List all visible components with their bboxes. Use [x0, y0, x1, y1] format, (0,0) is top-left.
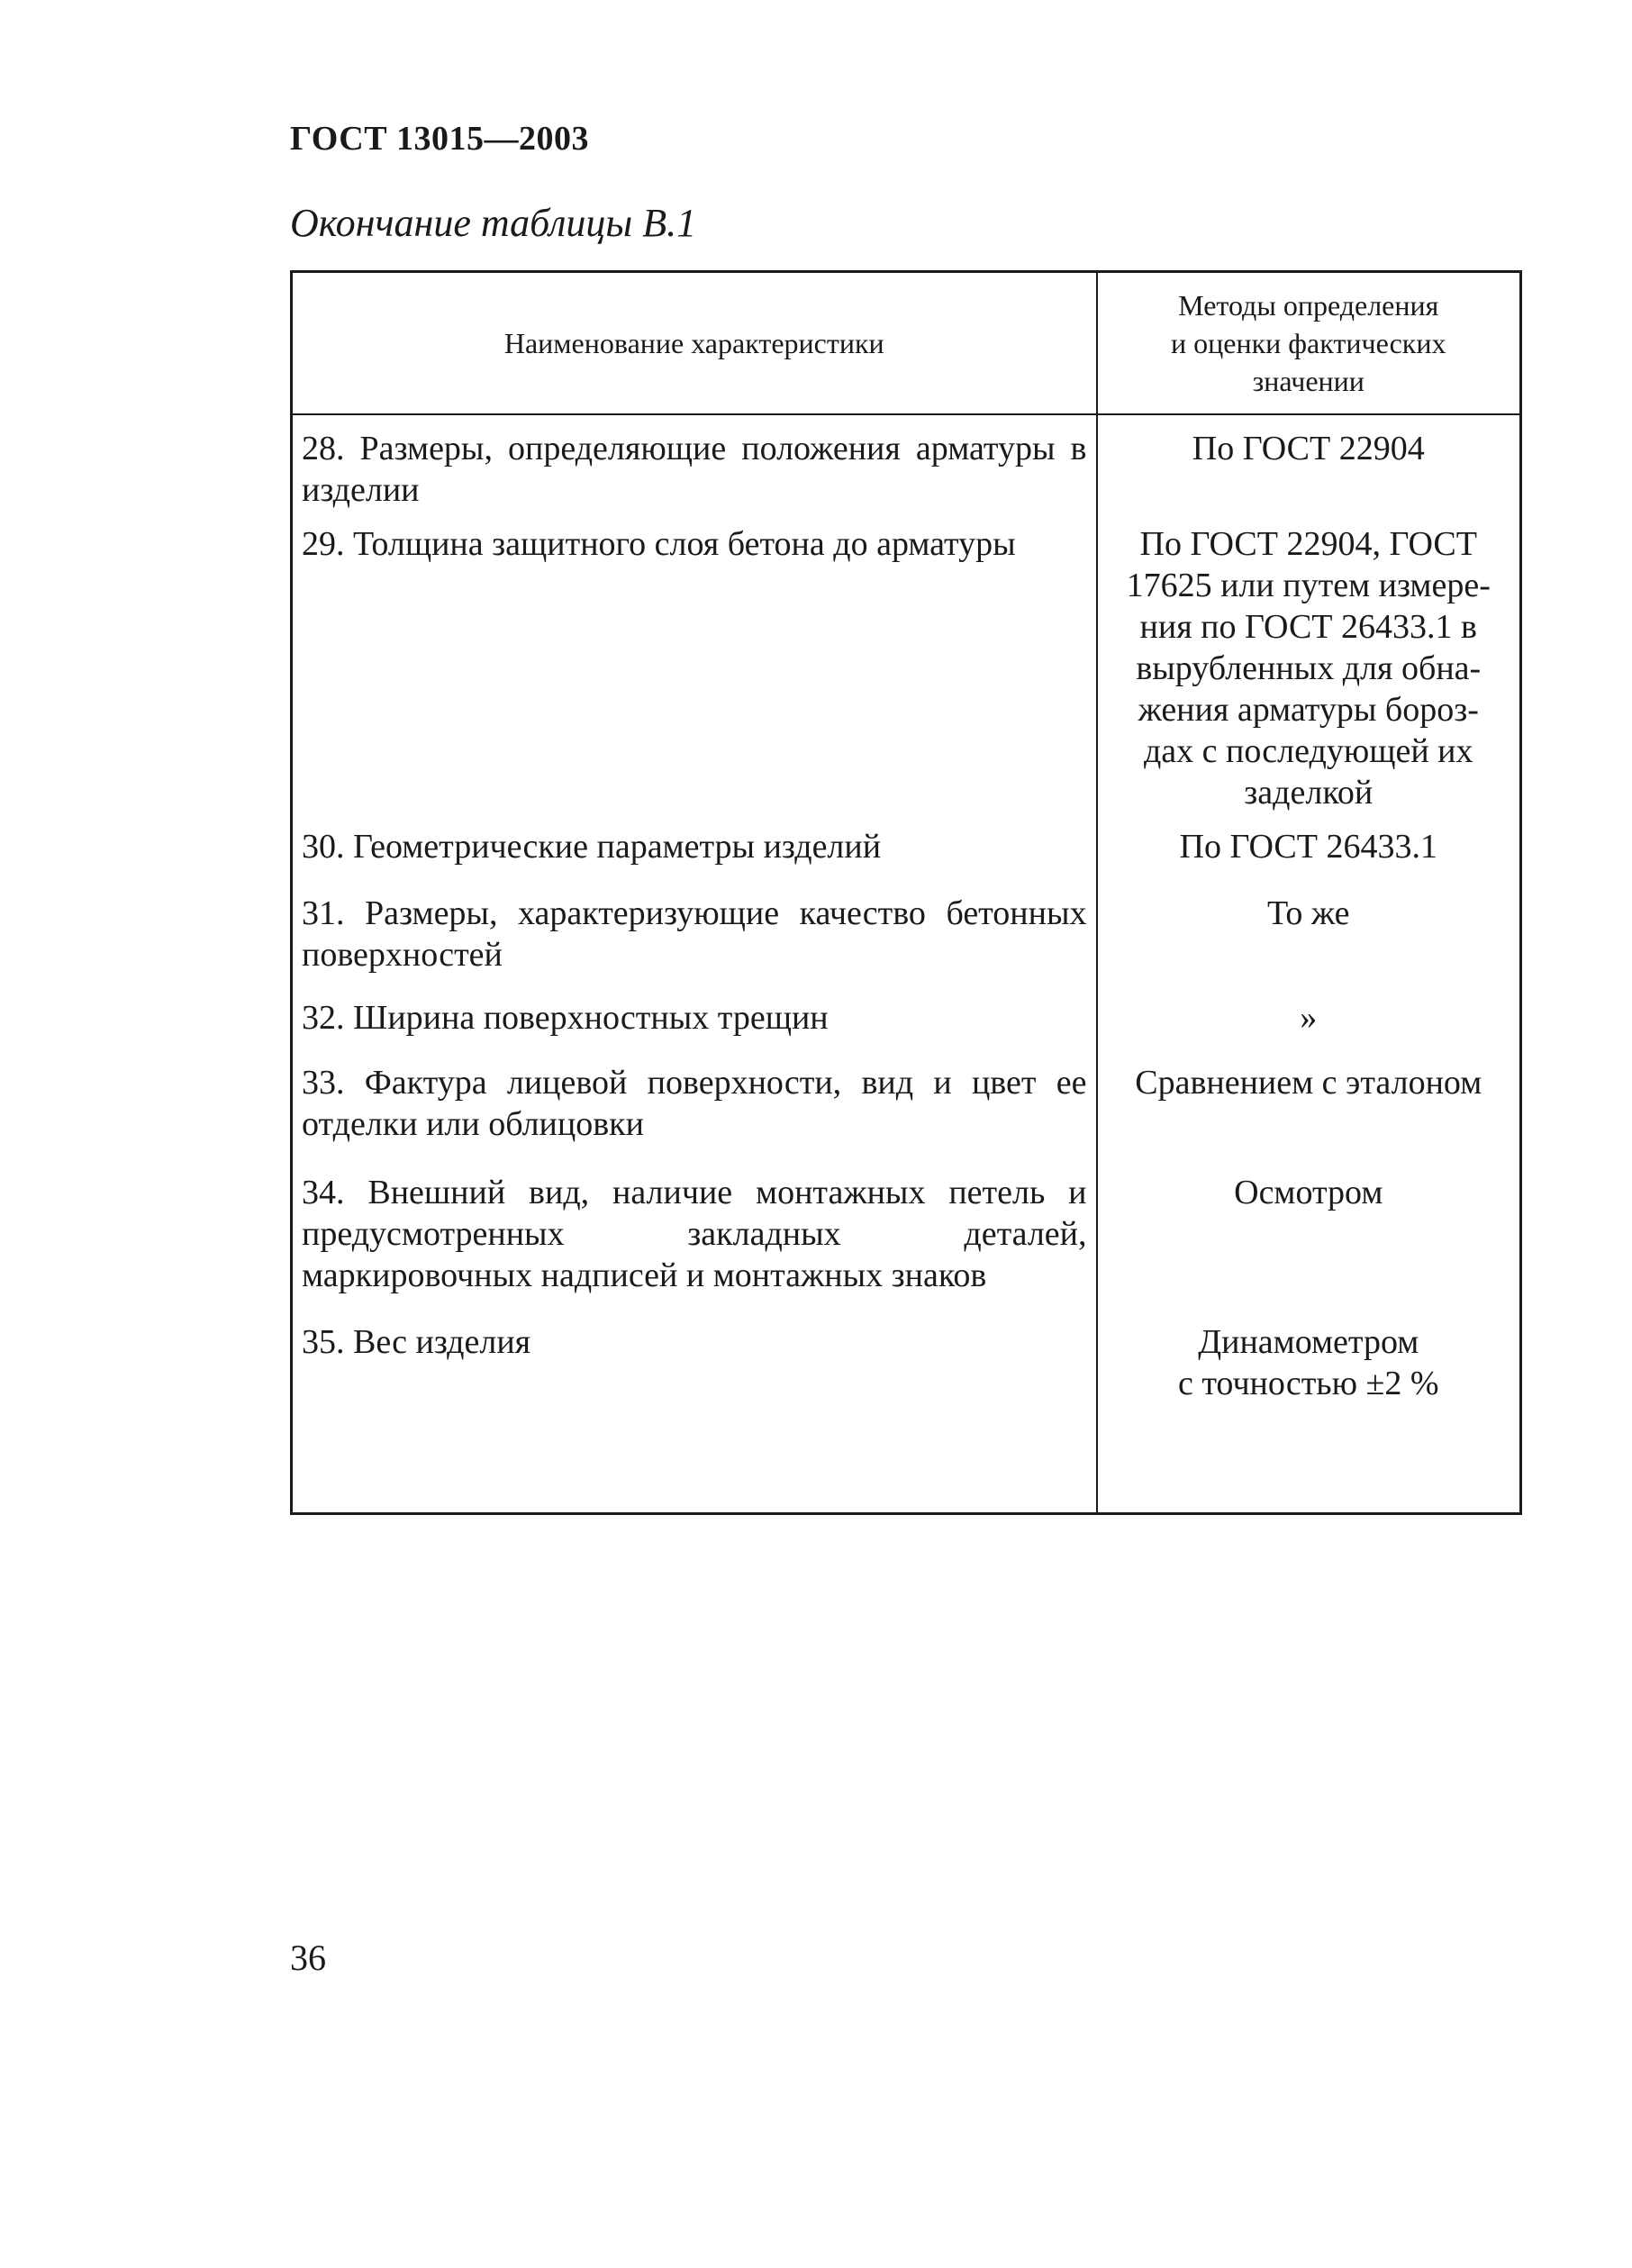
document-header: ГОСТ 13015—2003 — [290, 120, 590, 158]
table-header-row — [292, 272, 1521, 414]
method-cell: По ГОСТ 22904 — [1192, 429, 1425, 467]
characteristic-name: 29. Толщина защитного слоя бетона до арматуры — [292, 511, 1097, 813]
method-cell: Сравнением с эталоном — [1135, 1063, 1482, 1102]
characteristics-table — [290, 270, 1522, 1515]
table-row — [292, 984, 1521, 1049]
characteristic-name: 28. Размеры, определяющие положения арматуры в изделии — [292, 414, 1097, 511]
column-header-name: Наименование характеристики — [292, 272, 1097, 414]
characteristic-name: 32. Ширина поверхностных трещин — [292, 984, 1097, 1049]
table-row — [292, 1049, 1521, 1159]
characteristic-name: 35. Вес изделия — [292, 1309, 1097, 1514]
method-cell: По ГОСТ 22904, ГОСТ 17625 или путем измере- ния по ГОСТ 26433.1 в вырубленных для обна- жения арматуры бороз- дах с последующей их заделкой — [1126, 524, 1491, 812]
table-row — [292, 414, 1521, 511]
method-cell: » — [1300, 998, 1318, 1037]
column-header-method: Методы определения и оценки фактических значении — [1097, 272, 1521, 414]
method-cell: Динамометром с точностью ±2 % — [1177, 1322, 1439, 1402]
characteristic-name: 31. Размеры, характеризующие качество бетонных поверхностей — [292, 880, 1097, 984]
method-cell: То же — [1267, 894, 1350, 932]
table-row — [292, 511, 1521, 813]
table-caption: Окончание таблицы В.1 — [290, 201, 697, 245]
page-number: 36 — [290, 1937, 326, 1978]
method-cell: По ГОСТ 26433.1 — [1179, 827, 1437, 866]
characteristic-name: 30. Геометрические параметры изделий — [292, 813, 1097, 880]
table-row — [292, 880, 1521, 984]
characteristic-name: 33. Фактура лицевой поверхности, вид и цвет ее отделки или облицовки — [292, 1049, 1097, 1159]
table-row — [292, 1309, 1521, 1514]
table-row — [292, 813, 1521, 880]
method-cell: Осмотром — [1234, 1173, 1383, 1211]
table-row — [292, 1159, 1521, 1309]
characteristic-name: 34. Внешний вид, наличие монтажных петель и предусмотренных закладных деталей, маркировочных надписей и монтажных знаков — [292, 1159, 1097, 1309]
